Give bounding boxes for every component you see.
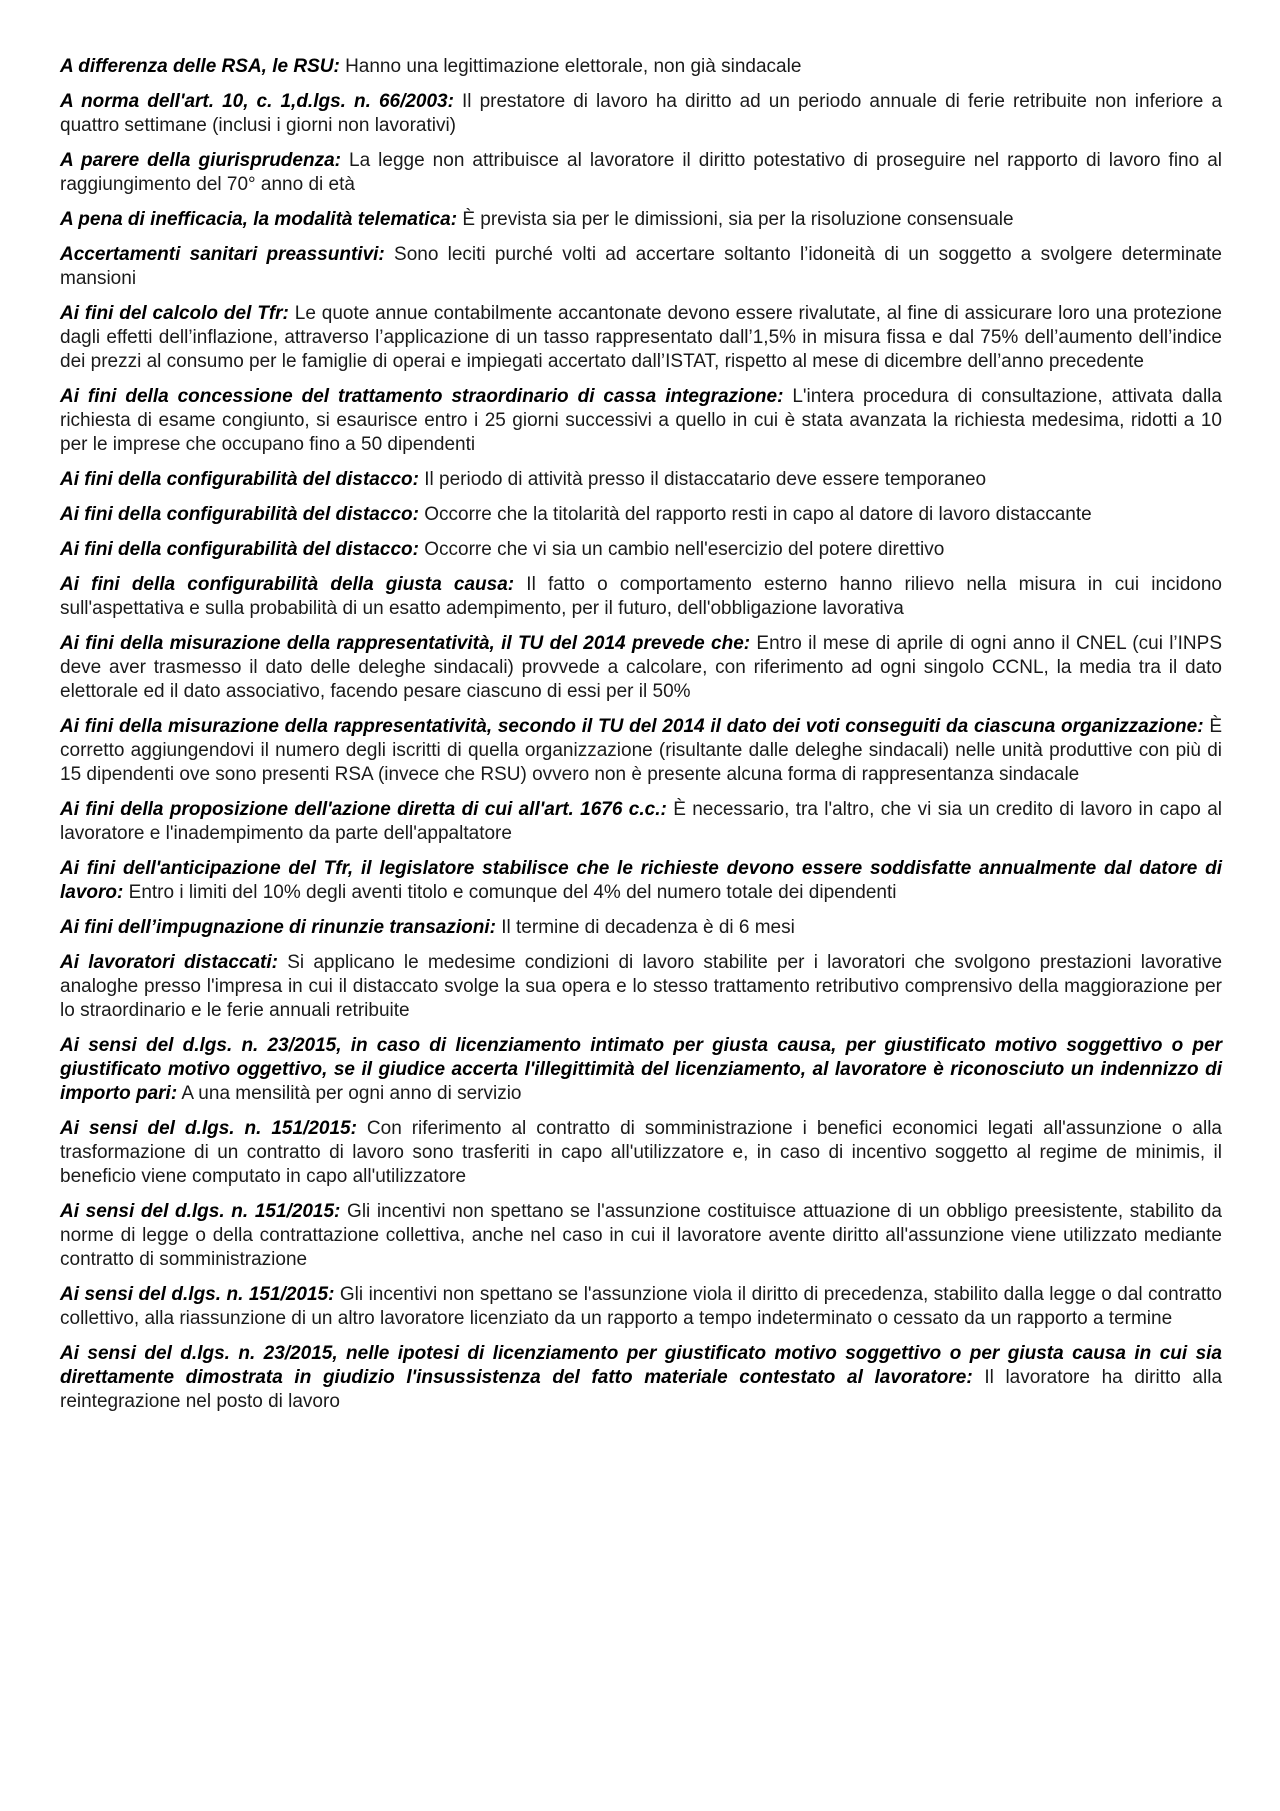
entry-question: A pena di inefficacia, la modalità telematica:	[60, 209, 458, 230]
entry-question: Ai sensi del d.lgs. n. 151/2015:	[60, 1284, 335, 1305]
entry-answer: L'intera procedura di consultazione, attivata dalla richiesta di esame congiunto, si esaurisce entro i 25 giorni successivi a quello in cui è stata avanzata la richiesta medesima, ridotti a 10 per le imprese che occupano fino a 50 dipendenti	[60, 386, 1222, 455]
entry	[60, 538, 1222, 562]
entry-answer: Il fatto o comportamento esterno hanno rilievo nella misura in cui incidono sull'aspettativa e sulla probabilità di un esatto adempimento, per il futuro, dell'obbligazione lavorativa	[60, 574, 1222, 619]
entry-answer: La legge non attribuisce al lavoratore il diritto potestativo di proseguire nel rapporto di lavoro fino al raggiungimento del 70° anno di età	[60, 150, 1222, 195]
entry-answer: Gli incentivi non spettano se l'assunzione costituisce attuazione di un obbligo preesistente, stabilito da norme di legge o della contrattazione collettiva, anche nel caso in cui il lavoratore avente diritto all'assunzione viene utilizzato mediante contratto di somministrazione	[60, 1201, 1222, 1270]
entry-answer: Occorre che vi sia un cambio nell'esercizio del potere direttivo	[424, 539, 945, 560]
entry-question: Ai fini della misurazione della rappresentatività, secondo il TU del 2014 il dato dei voti conseguiti da ciascuna organizzazione:	[60, 716, 1204, 737]
entry-question: A parere della giurisprudenza:	[60, 150, 341, 171]
entry-question: A differenza delle RSA, le RSU:	[60, 56, 340, 77]
entry-question: Ai fini della configurabilità del distacco:	[60, 504, 419, 525]
entry-answer: Si applicano le medesime condizioni di lavoro stabilite per i lavoratori che svolgono prestazioni lavorative analoghe presso l'impresa in cui il distaccato svolge la sua opera e lo stesso trattamento retributivo comprensivo della maggiorazione per lo straordinario e le ferie annuali retribuite	[60, 952, 1223, 1021]
entry-question: Ai sensi del d.lgs. n. 23/2015, in caso di licenziamento intimato per giusta causa, per giustificato motivo soggettivo o per giustificato motivo oggettivo, se il giudice accerta l'illegittimità del licenziamento, al lavoratore è riconosciuto un indennizzo di importo pari:	[60, 1035, 1222, 1104]
entry	[60, 1342, 1222, 1414]
entry	[60, 916, 1222, 940]
entry	[60, 208, 1222, 232]
entry-question: Ai fini della concessione del trattamento straordinario di cassa integrazione:	[60, 386, 784, 407]
entry-answer: Con riferimento al contratto di somministrazione i benefici economici legati all'assunzione o alla trasformazione di un contratto di lavoro sono trasferiti in capo all'utilizzatore e, in caso di incentivo soggetto al regime de minimis, il beneficio viene computato in capo all'utilizzatore	[60, 1118, 1222, 1187]
entry-question: Ai fini della configurabilità della giusta causa:	[60, 574, 515, 595]
entry	[60, 798, 1222, 846]
entry-answer: Il prestatore di lavoro ha diritto ad un periodo annuale di ferie retribuite non inferiore a quattro settimane (inclusi i giorni non lavorativi)	[60, 91, 1223, 136]
entry	[60, 468, 1222, 492]
entry-question: A norma dell'art. 10, c. 1,d.lgs. n. 66/2003:	[60, 91, 454, 112]
entry-question: Ai fini della proposizione dell'azione diretta di cui all'art. 1676 c.c.:	[60, 799, 667, 820]
entry-answer: Hanno una legittimazione elettorale, non già sindacale	[345, 56, 802, 77]
entry-answer: Le quote annue contabilmente accantonate devono essere rivalutate, al fine di assicurare loro una protezione dagli effetti dell’inflazione, attraverso l’applicazione di un tasso rappresentato dall’1,5% in misura fissa e dal 75% dell’aumento dell’indice dei prezzi al consumo per le famiglie di operai e impiegati accertato dall’ISTAT, rispetto al mese di dicembre dell’anno precedente	[60, 303, 1222, 372]
entry	[60, 951, 1222, 1023]
entry-question: Ai fini della misurazione della rappresentatività, il TU del 2014 prevede che:	[60, 633, 751, 654]
entry	[60, 715, 1222, 787]
entry-answer: Il termine di decadenza è di 6 mesi	[501, 917, 795, 938]
entry	[60, 149, 1222, 197]
entry-question: Ai sensi del d.lgs. n. 151/2015:	[60, 1201, 341, 1222]
entry	[60, 55, 1222, 79]
entry-question: Ai fini dell'anticipazione del Tfr, il legislatore stabilisce che le richieste devono essere soddisfatte annualmente dal datore di lavoro:	[60, 858, 1222, 903]
entry	[60, 632, 1222, 704]
entry-answer: È corretto aggiungendovi il numero degli iscritti di quella organizzazione (risultante dalle deleghe sindacali) nelle unità produttive con più di 15 dipendenti ove sono presenti RSA (invece che RSU) ovvero non è presente alcuna forma di rappresentanza sindacale	[60, 716, 1223, 785]
entry	[60, 302, 1222, 374]
entry	[60, 573, 1222, 621]
entry	[60, 1034, 1222, 1106]
entry-answer: Sono leciti purché volti ad accertare soltanto l’idoneità di un soggetto a svolgere determinate mansioni	[60, 244, 1222, 289]
entry	[60, 385, 1222, 457]
entry-question: Ai fini della configurabilità del distacco:	[60, 469, 419, 490]
entry	[60, 1117, 1222, 1189]
entry-answer: È prevista sia per le dimissioni, sia per la risoluzione consensuale	[462, 209, 1014, 230]
entry	[60, 243, 1222, 291]
entry-question: Ai sensi del d.lgs. n. 23/2015, nelle ipotesi di licenziamento per giustificato motivo soggettivo o per giusta causa in cui sia direttamente dimostrata in giudizio l'insussistenza del fatto materiale contestato al lavoratore:	[60, 1343, 1222, 1388]
entry-question: Accertamenti sanitari preassuntivi:	[60, 244, 385, 265]
entry	[60, 1200, 1222, 1272]
entry-answer: Entro i limiti del 10% degli aventi titolo e comunque del 4% del numero totale dei dipendenti	[128, 882, 897, 903]
entry-question: Ai fini del calcolo del Tfr:	[60, 303, 289, 324]
entry-question: Ai fini della configurabilità del distacco:	[60, 539, 419, 560]
entry	[60, 90, 1222, 138]
entry	[60, 503, 1222, 527]
entry	[60, 857, 1222, 905]
entry-question: Ai sensi del d.lgs. n. 151/2015:	[60, 1118, 357, 1139]
entry	[60, 1283, 1222, 1331]
entry-answer: È necessario, tra l'altro, che vi sia un credito di lavoro in capo al lavoratore e l'inadempimento da parte dell'appaltatore	[60, 799, 1222, 844]
entry-answer: Occorre che la titolarità del rapporto resti in capo al datore di lavoro distaccante	[424, 504, 1092, 525]
entry-question: Ai fini dell’impugnazione di rinunzie transazioni:	[60, 917, 496, 938]
entry-answer: Entro il mese di aprile di ogni anno il CNEL (cui l’INPS deve aver trasmesso il dato delle deleghe sindacali) provvede a calcolare, con riferimento ad ogni singolo CCNL, la media tra il dato elettorale ed il dato associativo, facendo pesare ciascuno di essi per il 50%	[60, 633, 1222, 702]
entry-answer: A una mensilità per ogni anno di servizio	[181, 1083, 522, 1104]
entry-answer: Il periodo di attività presso il distaccatario deve essere temporaneo	[424, 469, 987, 490]
entry-question: Ai lavoratori distaccati:	[60, 952, 278, 973]
document-page	[60, 55, 1222, 1425]
entry-answer: Gli incentivi non spettano se l'assunzione viola il diritto di precedenza, stabilito dalla legge o dal contratto collettivo, alla riassunzione di un altro lavoratore licenziato da un rapporto a tempo indeterminato o cessato da un rapporto a termine	[60, 1284, 1222, 1329]
entry-answer: Il lavoratore ha diritto alla reintegrazione nel posto di lavoro	[60, 1367, 1223, 1412]
